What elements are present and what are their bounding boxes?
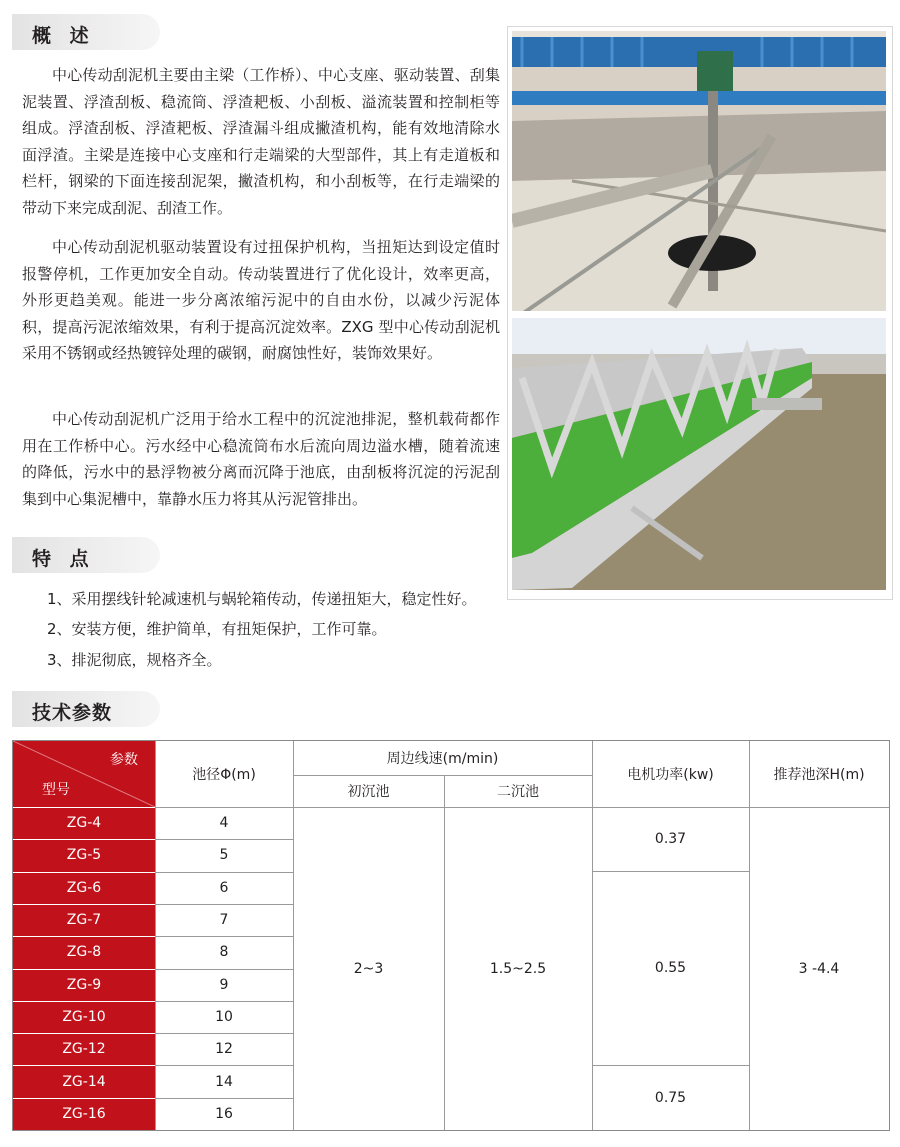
section-header-params <box>12 691 160 727</box>
table-diameter-cell: 6 <box>219 879 229 896</box>
power-value-b: 0.55 <box>654 960 687 976</box>
power-value-a: 0.37 <box>654 831 687 847</box>
section-title-overview: 概 述 <box>32 25 95 47</box>
table-model-cell: ZG-12 <box>62 1041 106 1058</box>
table-model-cell: ZG-10 <box>62 1008 106 1025</box>
header-speed-primary: 初沉池 <box>347 784 390 800</box>
header-depth: 推荐池深H(m) <box>773 767 865 783</box>
table-diameter-cell: 14 <box>215 1073 233 1090</box>
feature-item-3: 3、排泥彻底，规格齐全。 <box>47 651 222 669</box>
overview-paragraph-1: 中心传动刮泥机主要由主梁（工作桥）、中心支座、驱动装置、刮集泥装置、浮渣刮板、稳流筒、浮渣耙板、小刮板、溢流装置和控制柜等组成。浮渣刮板、浮渣耙板、浮渣漏斗组成撇渣机构，能有效地清除水面浮渣。主梁是连接中心支座和行走端梁的大型部件，其上有走道板和栏杆，钢梁的下面连接刮泥架，撇渣机构，和小刮板等，在行走端梁的带动下来完成刮泥、刮渣工作。 <box>22 66 500 217</box>
header-diameter: 池径Φ(m) <box>192 767 256 783</box>
section-header-features <box>12 537 160 573</box>
table-diameter-cell: 8 <box>219 944 229 961</box>
table-diameter-cell: 16 <box>215 1105 233 1122</box>
table-model-cell: ZG-16 <box>62 1105 106 1122</box>
table-model-cell: ZG-8 <box>66 944 102 961</box>
power-value-c: 0.75 <box>654 1089 687 1106</box>
corner-param-label: 参数 <box>110 752 138 768</box>
speed-secondary-value: 1.5~2.5 <box>489 960 547 977</box>
section-header-overview <box>12 14 160 50</box>
table-diameter-cell: 7 <box>219 912 229 929</box>
section-title-features: 特 点 <box>32 548 95 570</box>
table-diameter-cell: 5 <box>219 847 229 864</box>
speed-primary-value: 2~3 <box>353 960 384 977</box>
header-speed-secondary: 二沉池 <box>497 784 539 800</box>
overview-paragraph-2: 中心传动刮泥机驱动装置设有过扭保护机构，当扭矩达到设定值时报警停机，工作更加安全自动。传动装置进行了优化设计，效率更高，外形更趋美观。能进一步分离浓缩污泥中的自由水份，以减少污泥体积，提高污泥浓缩效果，有利于提高沉淀效率。ZXG 型中心传动刮泥机采用不锈钢或经热镀锌处理的碳钢，耐腐蚀性好，装饰效果好。 <box>22 238 500 363</box>
header-speed: 周边线速(m/min) <box>386 751 499 767</box>
feature-item-1: 1、采用摆线针轮减速机与蜗轮箱传动，传递扭矩大，稳定性好。 <box>47 590 477 608</box>
table-diameter-cell: 4 <box>219 815 229 832</box>
table-diameter-cell: 9 <box>219 976 229 993</box>
feature-item-2: 2、安装方便，维护简单，有扭矩保护，工作可靠。 <box>47 620 387 638</box>
table-model-cell: ZG-5 <box>66 847 102 864</box>
photo-clarifier-bridge <box>512 318 886 590</box>
table-model-cell: ZG-14 <box>62 1073 106 1090</box>
table-diameter-cell: 10 <box>215 1008 233 1025</box>
table-model-cell: ZG-6 <box>66 879 102 896</box>
table-diameter-cell: 12 <box>215 1041 233 1058</box>
header-power: 电机功率(kw) <box>627 767 714 783</box>
photo-clarifier-empty <box>512 31 886 311</box>
overview-paragraph-3: 中心传动刮泥机广泛用于给水工程中的沉淀池排泥，整机载荷都作用在工作桥中心。污水经中心稳流筒布水后流向周边溢水槽，随着流速的降低，污水中的悬浮物被分离而沉降于池底，由刮板将沉淀的污泥刮集到中心集泥槽中，靠静水压力将其从污泥管排出。 <box>22 410 500 508</box>
table-model-cell: ZG-9 <box>66 976 102 993</box>
section-title-params: 技术参数 <box>32 702 113 724</box>
table-model-cell: ZG-7 <box>66 912 102 929</box>
corner-model-label: 型号 <box>42 782 70 798</box>
table-model-cell: ZG-4 <box>66 815 102 832</box>
depth-value: 3 -4.4 <box>798 960 840 977</box>
spec-table <box>12 740 890 1131</box>
